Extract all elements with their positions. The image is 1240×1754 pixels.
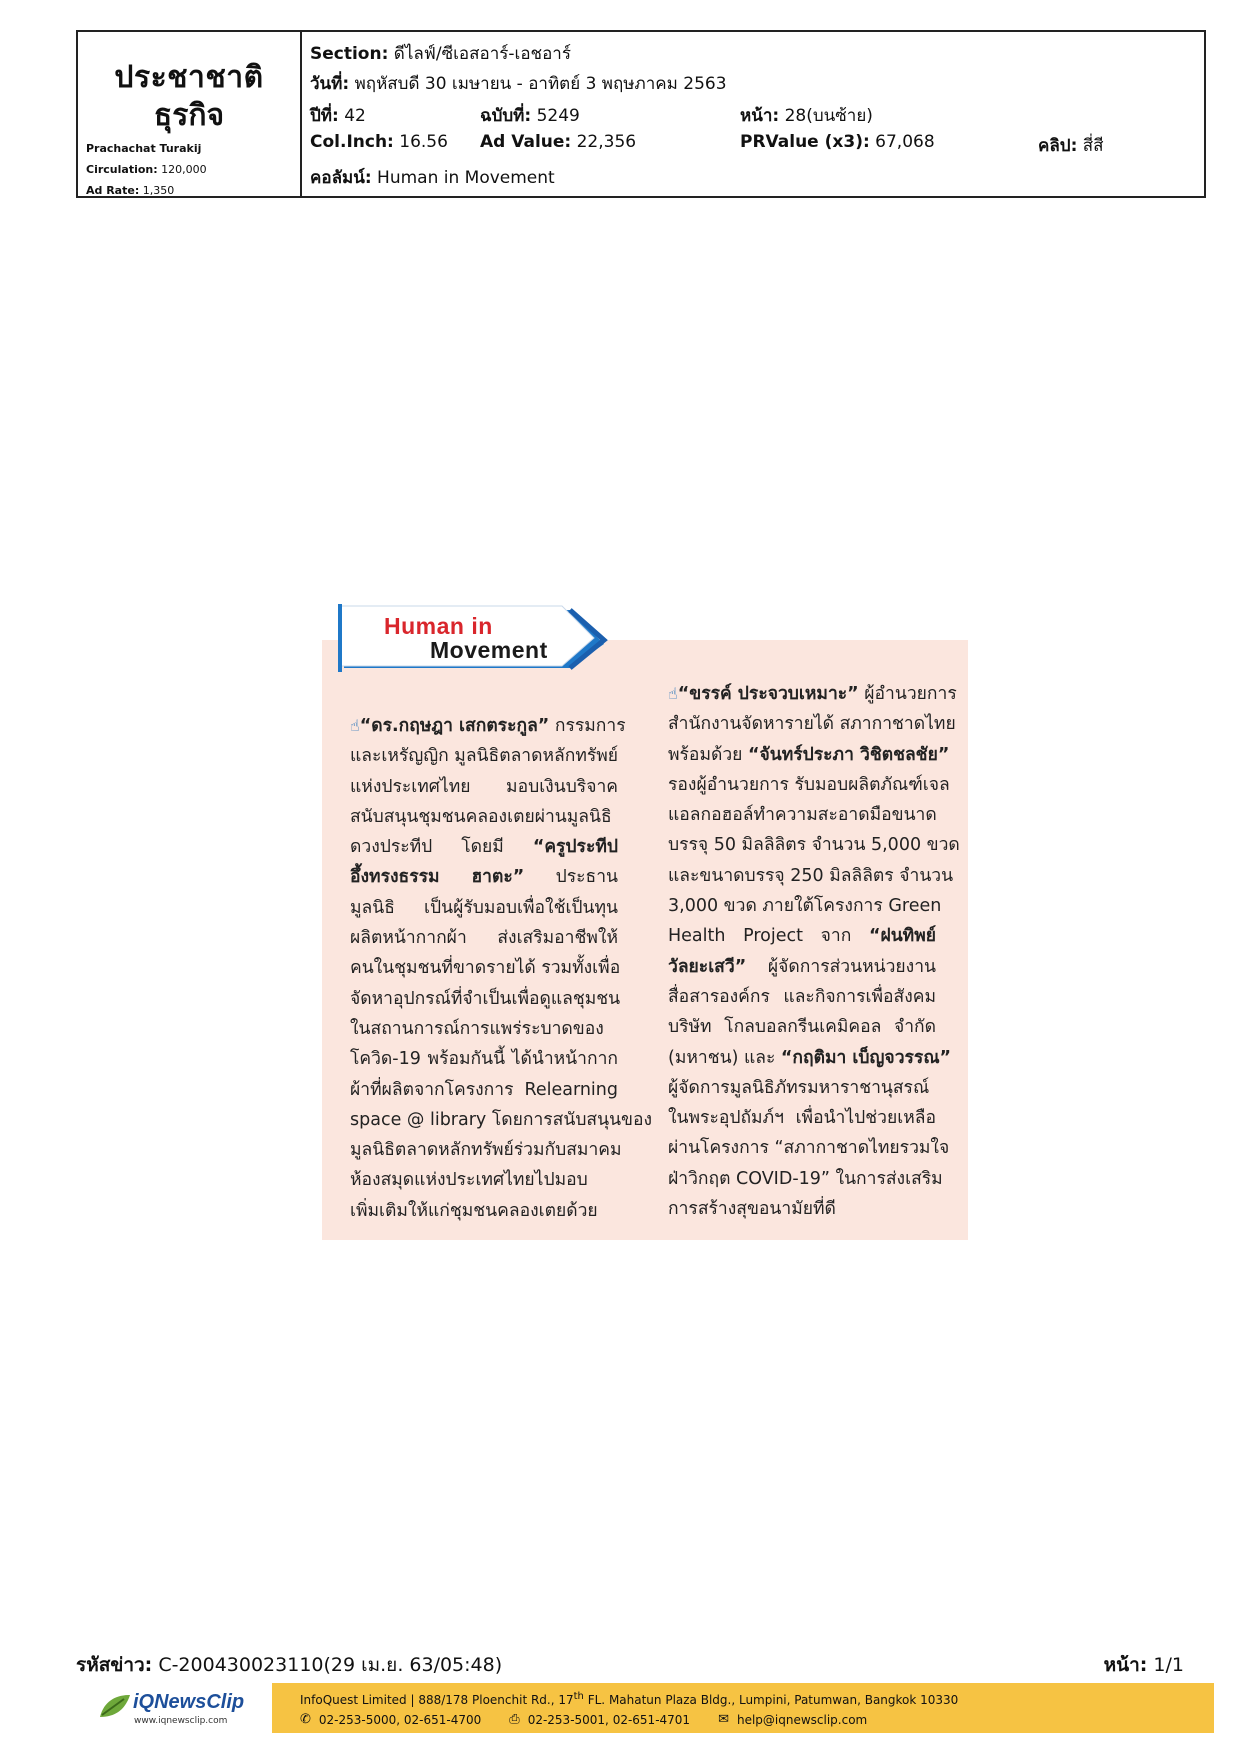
page-value: 28(บนซ้าย)	[784, 106, 873, 126]
article-line	[350, 711, 626, 741]
company-address	[300, 1691, 958, 1707]
article-column-left	[350, 711, 653, 1226]
news-code-label: รหัสข่าว:	[76, 1654, 153, 1676]
phone-icon: ✆	[300, 1712, 311, 1727]
article-text: จัดหาอุปกรณ์ที่จำเป็นเพื่อดูแลชุมชน	[350, 988, 621, 1009]
leaf-logo-icon	[98, 1691, 132, 1721]
article-line	[350, 832, 618, 862]
section-label: Section:	[310, 44, 389, 64]
article-text: ผู้อำนวยการ	[858, 684, 957, 704]
advalue-label: Ad Value:	[480, 132, 572, 152]
iqnewsclip-logo: iQNewsClip	[133, 1691, 245, 1713]
article-text: ห้องสมุดแห่งประเทศไทยไปมอบ	[350, 1170, 588, 1191]
email-address[interactable]: help@iqnewsclip.com	[736, 1712, 868, 1727]
clip-label: คลิป:	[1038, 136, 1078, 156]
article-line	[668, 679, 957, 709]
article-line	[350, 953, 621, 983]
article-line	[350, 1165, 618, 1195]
clip-header-box	[76, 30, 1206, 198]
publication-panel	[78, 32, 302, 196]
article-text: รองผู้อำนวยการ รับมอบผลิตภัณฑ์เจล	[668, 774, 950, 795]
article-text: ผู้จัดการส่วนหน่วยงาน	[746, 956, 936, 977]
article-text: และขนาดบรรจุ 250 มิลลิลิตร จำนวน	[668, 865, 954, 886]
column-row	[310, 164, 555, 191]
section-row	[310, 40, 571, 67]
section-value: ดีไลฟ์/ซีเอสอาร์-เอชอาร์	[393, 44, 571, 64]
banner-title-line2: Movement	[430, 637, 548, 663]
email-item[interactable]	[718, 1712, 867, 1727]
phone-item	[300, 1712, 481, 1727]
article-line	[350, 802, 618, 832]
phone-numbers: 02-253-5000, 02-651-4700	[318, 1712, 482, 1727]
article-line	[668, 1043, 952, 1073]
page-number-label: หน้า:	[1103, 1654, 1148, 1676]
article-text: บรรจุ 50 มิลลิลิตร จำนวน 5,000 ขวด	[668, 835, 960, 856]
article-line	[668, 1164, 943, 1194]
circulation-value: 120,000	[161, 163, 207, 176]
publication-en-name: Prachachat Turakij	[86, 142, 202, 155]
banner-title-line1: Human in	[384, 613, 493, 639]
company-contacts	[300, 1712, 867, 1727]
article-text: ในสถานการณ์การแพร่ระบาดของ	[350, 1018, 604, 1039]
article-text: ผ้าที่ผลิตจากโครงการ Relearning	[350, 1079, 618, 1100]
article-text: โควิด-19 พร้อมกันนี้ ได้นำหน้ากาก	[350, 1049, 618, 1070]
pointing-hand-icon: ☝	[668, 684, 678, 703]
article-name-highlight: “ฝนทิพย์	[868, 926, 936, 947]
article-name-highlight: “ครูประทีป	[532, 837, 618, 858]
page-label: หน้า:	[740, 106, 780, 126]
article-name-highlight: “ดร.กฤษฎา เสกตระกูล”	[359, 716, 550, 736]
date-label: วันที่:	[310, 74, 350, 94]
publication-logo-line2: ธุรกิจ	[153, 98, 225, 133]
prvalue-value: 67,068	[875, 132, 935, 152]
ad-rate-label: Ad Rate:	[86, 184, 140, 197]
article-text: การสร้างสุขอนามัยที่ดี	[668, 1199, 836, 1220]
article-line	[350, 984, 621, 1014]
year-value: 42	[344, 106, 366, 126]
clip-value: สี่สี	[1082, 136, 1104, 156]
article-text: ฝ่าวิกฤต COVID-19” ในการส่งเสริม	[668, 1168, 943, 1189]
article-line	[668, 891, 942, 921]
pointing-hand-icon: ☝	[350, 716, 360, 735]
article-line	[668, 1012, 936, 1042]
circulation-label: Circulation:	[86, 163, 158, 176]
article-text: (มหาชน) และ	[668, 1047, 781, 1068]
company-address-rest: FL. Mahatun Plaza Bldg., Lumpini, Patumwan, Bangkok 10330	[583, 1693, 959, 1707]
article-line	[350, 1135, 622, 1165]
article-text: Health Project จาก	[668, 926, 869, 947]
article-line	[668, 770, 950, 800]
article-text: ผลิตหน้ากากผ้า ส่งเสริมอาชีพให้	[350, 928, 618, 949]
article-line	[668, 982, 936, 1012]
prvalue-label: PRValue (x3):	[740, 132, 870, 152]
article-line	[350, 1075, 618, 1105]
date-value: พฤหัสบดี 30 เมษายน - อาทิตย์ 3 พฤษภาคม 2563	[354, 74, 727, 94]
article-text: สำนักงานจัดหารายได้ สภากาชาดไทย	[668, 714, 956, 735]
page-number	[1104, 1650, 1184, 1680]
colinch-label: Col.Inch:	[310, 132, 394, 152]
article-text: สนับสนุนชุมชนคลองเตยผ่านมูลนิธิ	[350, 806, 612, 827]
clip-metadata-panel	[302, 32, 1204, 196]
column-value: Human in Movement	[377, 168, 555, 188]
article-text: ในพระอุปถัมภ์ฯ เพื่อนำไปช่วยเหลือ	[668, 1108, 936, 1129]
article-text: แอลกอฮอล์ทำความสะอาดมือขนาด	[668, 805, 937, 826]
ad-rate-value: 1,350	[142, 184, 175, 197]
article-text: พร้อมด้วย	[668, 744, 748, 765]
publication-logo-line1: ประชาชาติ	[114, 60, 264, 95]
article-line	[668, 1133, 950, 1163]
year-label: ปีที่:	[310, 106, 339, 126]
company-floor-sup: th	[573, 1691, 584, 1702]
fax-icon: ⎙	[509, 1712, 520, 1727]
date-row	[310, 70, 727, 97]
article-name-highlight: อึ้งทรงธรรม ฮาตะ”	[350, 867, 525, 888]
article-name-highlight: “จันทร์ประภา วิชิตชลชัย”	[748, 744, 950, 765]
article-name-highlight: “ขรรค์ ประจวบเหมาะ”	[677, 684, 859, 704]
article-name-highlight: วัลยะเสวี”	[668, 956, 747, 977]
page-number-value: 1/1	[1153, 1654, 1184, 1676]
article-text: และเหรัญญิก มูลนิธิตลาดหลักทรัพย์	[350, 746, 619, 767]
footer-contact-bar	[272, 1683, 1214, 1733]
article-line	[668, 1194, 936, 1224]
article-line	[350, 1014, 618, 1044]
article-text: ประธาน	[524, 867, 618, 888]
article-name-highlight: “กฤติมา เบ็ญจวรรณ”	[780, 1047, 952, 1068]
article-line	[350, 1196, 618, 1226]
article-text: คนในชุมชนที่ขาดรายได้ รวมทั้งเพื่อ	[350, 958, 621, 979]
article-text: กรรมการ	[549, 716, 626, 736]
article-text: แห่งประเทศไทย มอบเงินบริจาค	[350, 776, 618, 797]
article-line	[350, 1105, 653, 1135]
article-text: 3,000 ขวด ภายใต้โครงการ Green	[668, 896, 942, 917]
article-text: เพิ่มเติมให้แก่ชุมชนคลองเตยด้วย	[350, 1200, 598, 1221]
news-code	[76, 1650, 502, 1680]
article-line	[350, 741, 618, 771]
article-line	[350, 1044, 618, 1074]
article-column-right	[668, 679, 960, 1224]
article-text: มูลนิธิตลาดหลักทรัพย์ร่วมกับสมาคม	[350, 1140, 622, 1161]
issue-value: 5249	[536, 106, 580, 126]
article-line	[350, 893, 618, 923]
article-line	[350, 923, 618, 953]
article-text: ดวงประทีป โดยมี	[350, 837, 533, 858]
fax-numbers: 02-253-5001, 02-651-4701	[527, 1712, 691, 1727]
advalue-value: 22,356	[576, 132, 637, 152]
article-text: ผู้จัดการมูลนิธิภัทรมหาราชานุสรณ์	[668, 1077, 930, 1098]
article-line	[668, 952, 936, 982]
news-code-value: C-200430023110(29 เม.ย. 63/05:48)	[158, 1654, 503, 1676]
column-label: คอลัมน์:	[310, 168, 372, 188]
article-line	[668, 861, 954, 891]
colinch-value: 16.56	[399, 132, 448, 152]
publication-meta	[86, 138, 207, 201]
article-line	[668, 1073, 936, 1103]
article-line	[668, 709, 956, 739]
fax-item	[509, 1712, 690, 1727]
article-text: สื่อสารองค์กร และกิจการเพื่อสังคม	[668, 986, 936, 1007]
article-line	[668, 1103, 936, 1133]
email-icon: ✉	[718, 1712, 729, 1727]
company-address-main: InfoQuest Limited | 888/178 Ploenchit Rd., 17	[300, 1693, 574, 1707]
article-text: space @ library โดยการสนับสนุนของ	[350, 1109, 653, 1130]
article-line	[350, 772, 618, 802]
article-line	[668, 740, 950, 770]
iqnewsclip-url: www.iqnewsclip.com	[134, 1716, 228, 1726]
article-text: มูลนิธิ เป็นผู้รับมอบเพื่อใช้เป็นทุน	[350, 897, 618, 918]
issue-label: ฉบับที่:	[480, 106, 532, 126]
article-line	[668, 921, 936, 951]
article-line	[668, 800, 936, 830]
article-line	[668, 830, 960, 860]
article-line	[350, 862, 618, 892]
article-text: ผ่านโครงการ “สภากาชาดไทยรวมใจ	[668, 1138, 950, 1159]
article-text: บริษัท โกลบอลกรีนเคมิคอล จำกัด	[668, 1017, 936, 1038]
